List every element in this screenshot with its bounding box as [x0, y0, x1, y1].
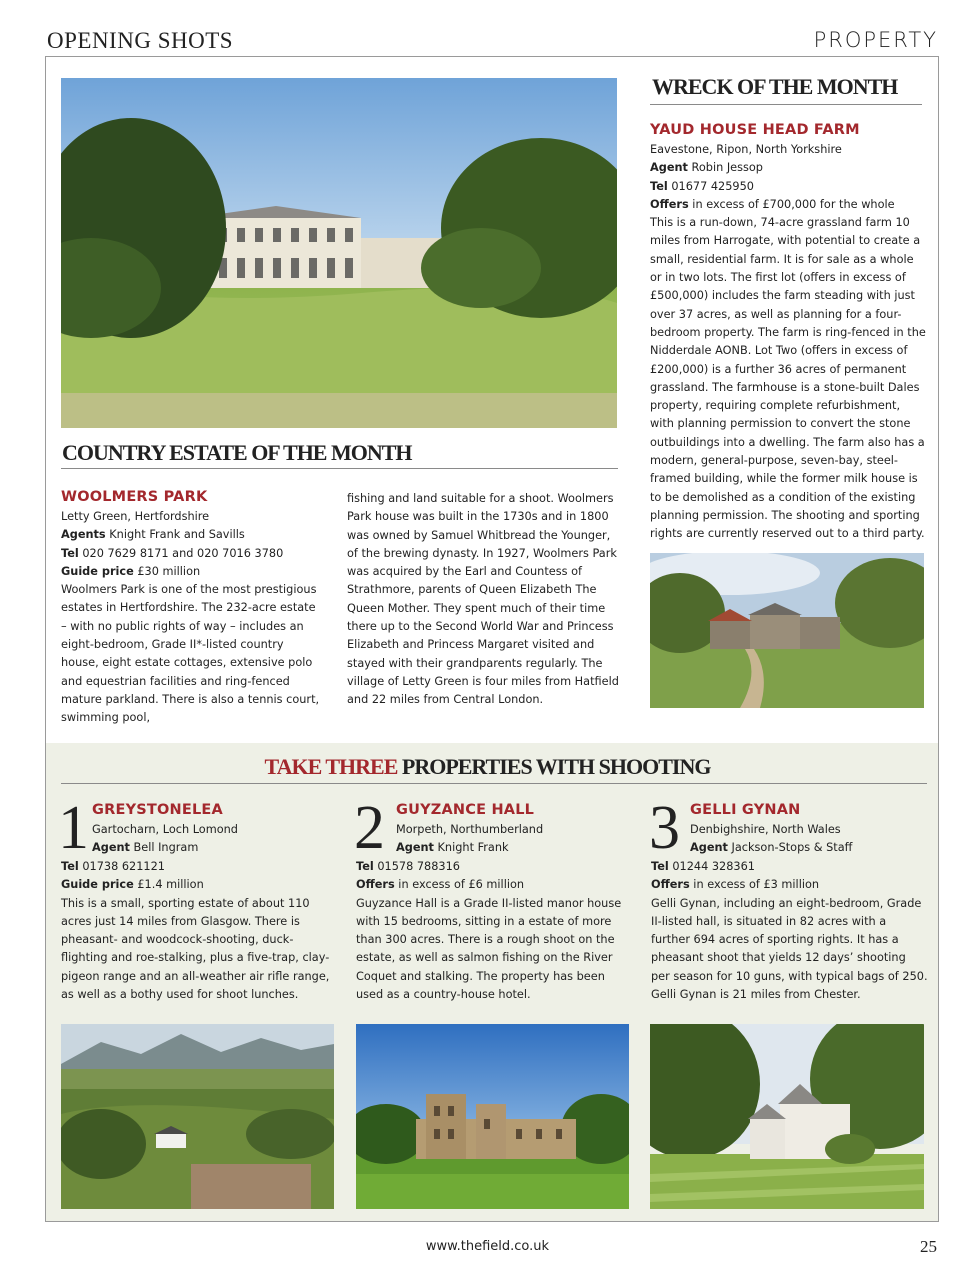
woolmers-park-description-1: Woolmers Park is one of the most prestigious estates in Hertfordshire. The 232-acre estate – with no public rights of way – includes an eight-bedroom, Grade II*-listed country house, eight estate cottages, extensive polo and equestrian facilities and ring-fenced mature parkland. There is also a tennis court, swimming pool,: [61, 583, 320, 725]
gelli-gynan-description: Gelli Gynan, including an eight-bedroom, Grade II-listed hall, is situated in 82 acres with a further 694 acres of sporting rights. It has a pheasant shoot that yields 12 days’ shooting per season for 10 guns, with typical bags of 250. Gelli Gynan is 21 miles from Chester.: [651, 896, 928, 1002]
gelli-gynan-name: GELLI GYNAN: [690, 802, 801, 818]
woolmers-park-name: WOOLMERS PARK: [61, 489, 208, 505]
yaud-house-agent: Agent Robin Jessop: [650, 161, 763, 175]
section-label: OPENING SHOTS: [47, 28, 234, 53]
guyzance-hall-head: [396, 821, 636, 858]
gelli-gynan-tel: Tel 01244 328361: [651, 860, 755, 873]
country-estate-heading: COUNTRY ESTATE OF THE MONTH: [62, 440, 412, 465]
woolmers-park-price: Guide price £30 million: [61, 564, 201, 578]
gelli-gynan-location: Denbighshire, North Wales: [690, 823, 841, 836]
item-1-number: 1: [58, 794, 89, 862]
guyzance-hall-details: [356, 858, 633, 1004]
gelli-gynan-price: Offers in excess of £3 million: [651, 878, 820, 892]
guyzance-hall-photo: [356, 1024, 629, 1209]
woolmers-park-description-2: fishing and land suitable for a shoot. Woolmers Park house was built in the 1730s and in 1800 was owned by Samuel Whitbread the Younger, of the brewing dynasty. In 1927, Woolmers Park was acquired by the Earl and Countess of Strathmore, parents of Queen Elizabeth The Queen Mother. They spent much of their time there up to the Second World War and Princess Elizabeth and Princess Margaret visited and stayed with their grandparents regularly. The village of Letty Green is four miles from Hatfield and 22 miles from Central London.: [347, 492, 619, 707]
woolmers-park-agent: Agents Knight Frank and Savills: [61, 528, 245, 542]
woolmers-park-tel: Tel 020 7629 8171 and 020 7016 3780: [61, 546, 284, 560]
yaud-house-photo: [650, 553, 924, 708]
greystonelea-photo: [61, 1024, 334, 1209]
guyzance-hall-tel: Tel 01578 788316: [356, 860, 460, 873]
yaud-house-description: This is a run-down, 74-acre grassland farm 10 miles from Harrogate, with potential to create a small, residential farm. It is for sale as a whole or in two lots. The first lot (offers in excess of £500,000) includes the farm steading with just over 37 acres, as well as planning for a four-bedroom property. The farm is ring-fenced in the Nidderdale AONB. Lot Two (offers in excess of £200,000) is a further 36 acres of permanent grassland. The farmhouse is a stone-built Dales property, requiring complete refurbishment, with planning permission to convert the stone outbuildings into a dwelling. The farm also has a modern, general-purpose, seven-bay, steel-framed building, while the former milk house is to be demolished as a condition of the existing planning permission. The shooting and sporting rights are currently reserved out to a third party.: [650, 216, 926, 541]
take-three-heading: [0, 754, 975, 780]
greystonelea-tel: Tel 01738 621121: [61, 860, 165, 873]
yaud-house-name: YAUD HOUSE HEAD FARM: [650, 122, 860, 138]
greystonelea-head: [92, 821, 332, 858]
guyzance-hall-location: Morpeth, Northumberland: [396, 823, 544, 836]
guyzance-hall-name: GUYZANCE HALL: [396, 802, 535, 818]
greystonelea-location: Gartocharn, Loch Lomond: [92, 823, 238, 836]
greystonelea-details: [61, 858, 338, 1004]
guyzance-hall-description: Guyzance Hall is a Grade II-listed manor house with 15 bedrooms, sitting in a estate of more than 300 acres. There is a rough shoot on the estate, as well as salmon fishing on the River Coquet and stalking. The property has been used as a country-house hotel.: [356, 896, 622, 1002]
item-3-number: 3: [649, 794, 680, 862]
gelli-gynan-head: [690, 821, 930, 858]
take-three-heading-red: TAKE THREE: [264, 754, 398, 779]
yaud-house-location: Eavestone, Ripon, North Yorkshire: [650, 143, 842, 156]
take-three-heading-rest: PROPERTIES WITH SHOOTING: [397, 754, 711, 779]
page-number: 25: [920, 1237, 937, 1256]
greystonelea-price: Guide price £1.4 million: [61, 878, 204, 892]
gelli-gynan-photo: [650, 1024, 924, 1209]
footer-url: www.thefield.co.uk: [425, 1239, 550, 1254]
yaud-house-tel: Tel 01677 425950: [650, 179, 754, 193]
category-label: PROPERTY: [813, 28, 938, 52]
gelli-gynan-agent: Agent Jackson-Stops & Staff: [690, 841, 853, 855]
gelli-gynan-details: [651, 858, 928, 1004]
wreck-rule: [650, 104, 922, 105]
wreck-heading: WRECK OF THE MONTH: [652, 74, 898, 99]
yaud-house-price: Offers in excess of £700,000 for the whole: [650, 197, 895, 211]
woolmers-park-photo: [61, 78, 617, 428]
greystonelea-name: GREYSTONELEA: [92, 802, 223, 818]
guyzance-hall-agent: Agent Knight Frank: [396, 841, 509, 855]
take-three-rule: [61, 783, 927, 784]
greystonelea-agent: Agent Bell Ingram: [92, 841, 199, 855]
woolmers-park-location: Letty Green, Hertfordshire: [61, 510, 210, 523]
country-estate-rule: [61, 468, 618, 469]
greystonelea-description: This is a small, sporting estate of about 110 acres just 14 miles from Glasgow. There is pheasant- and woodcock-shooting, duck-flighting and roe-stalking, plus a five-trap, clay-pigeon range and an all-weather air rifle range, as well as a bothy used for shoot lunches.: [61, 896, 330, 1002]
woolmers-park-details: [61, 508, 323, 728]
yaud-house-details: [650, 141, 926, 544]
guyzance-hall-price: Offers in excess of £6 million: [356, 878, 525, 892]
item-2-number: 2: [354, 794, 385, 862]
